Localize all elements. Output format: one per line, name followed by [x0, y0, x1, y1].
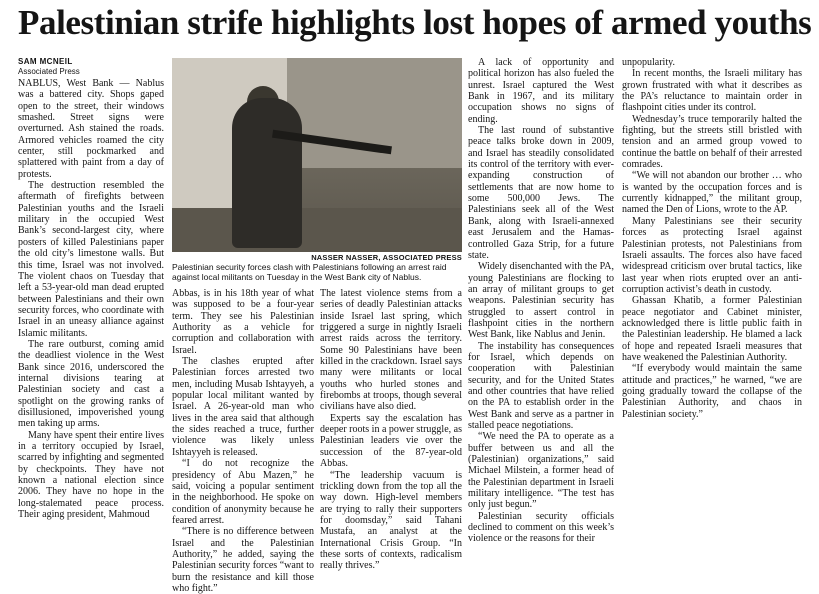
paragraph: Abbas, is in his 18th year of what was supposed to be a four-year term. They see his Palestinian Authority as a vehicle for corruption and collaboration with Israel.	[172, 288, 314, 356]
column-4	[468, 57, 614, 545]
paragraph: The last round of substantive peace talks broke down in 2009, and Israel has steadily consolidated its control of the territory with ever-expanding construction of settlements that are now home to some 500,000 Jews. The Palestinians seek all of the West Bank, along with Israeli-annexed east Jerusalem and the Hamas-controlled Gaza Strip, for a future state.	[468, 125, 614, 261]
paragraph: Experts say the escalation has deeper roots in a power struggle, as Palestinian leaders vie over the succession of the 87-year-old Abbas.	[320, 412, 462, 470]
column-1	[18, 78, 164, 534]
paragraph: Widely disenchanted with the PA, young Palestinians are flocking to an array of militant groups to get weapons. Palestinian security has struggled to assert control in flashpoint cities in the northern West Bank, like Nablus and Jenin.	[468, 261, 614, 341]
paragraph: The latest violence stems from a series of deadly Palestinian attacks inside Israel last spring, which triggered a surge in nightly Israeli arrest raids across the territory. Some 90 Palestinians have been killed in the crackdown. Israel says many were militants or local youths who hurled stones and firebombs at troops, though several civilians have also died.	[320, 288, 462, 413]
paragraph: Wednesday’s truce temporarily halted the fighting, but the streets still bristled with tension and an armed group vowed to continue the battle on behalf of their arrested comrades.	[622, 113, 802, 171]
paragraph: “I do not recognize the presidency of Abu Mazen,” he said, voicing a popular sentiment in the neighborhood. He spoke on condition of anonymity because he feared arrest.	[172, 458, 314, 526]
paragraph: In recent months, the Israeli military has grown frustrated with what it describes as the PA’s reluctance to maintain order in flashpoint cities under its control.	[622, 68, 802, 114]
paragraph: NABLUS, West Bank — Nablus was a battered city. Shops gaped open to the street, their windows smashed. Street signs were overturned. Ash stained the roads. Armored vehicles roamed the city center, still pockmarked and splattered with paint from a day of protests.	[18, 78, 164, 180]
paragraph: The instability has consequences for Israel, which depends on cooperation with Palestinian security, and for the United States and other countries that have relied on the PA to establish order in the West Bank and serve as a partner in stalled peace negotiations.	[468, 340, 614, 431]
column-3	[320, 288, 462, 572]
news-photo	[172, 58, 462, 252]
paragraph: Many Palestinians see their security forces as protecting Israel against Palestinian protests, not Palestinians from Israeli assaults. The forces also have faced widespread criticism over brutal tactics, like last year when riots erupted over an anti-corruption activist’s death in custody.	[622, 215, 802, 295]
byline-name: SAM MCNEIL	[18, 57, 73, 66]
paragraph: Ghassan Khatib, a former Palestinian peace negotiator and Cabinet minister, acknowledged there is little public faith in the Palestinian leadership. He blamed a lack of hope and repeated Israeli measures that have weakened the Palestinian Authority.	[622, 295, 802, 363]
paragraph: unpopularity.	[622, 57, 675, 68]
paragraph: Many have spent their entire lives in a territory occupied by Israel, scarred by infighting and segmented by checkpoints. They have not known a national election since 2006. They have no hope in the long-stalemated peace process. Their aging president, Mahmoud	[18, 429, 164, 521]
photo-caption: Palestinian security forces clash with Palestinians following an arrest raid against local militants on Tuesday in the West Bank city of Nablus.	[172, 262, 447, 283]
byline	[18, 57, 80, 77]
headline: Palestinian strife highlights lost hopes of armed youths	[18, 3, 812, 42]
paragraph: “We will not abandon our brother … who is wanted by the occupation forces and is currently kidnapped,” the militant group, named the Den of Lions, wrote to the AP.	[622, 170, 802, 216]
paragraph: The destruction resembled the aftermath of firefights between Palestinian youths and the Israeli military in the occupied West Bank’s second-largest city, where posters of killed Palestinians paper the old city’s limestone walls. But this time, Israel was not involved. The violent chaos on Tuesday that left a 53-year-old man dead erupted between Palestinians and their own security forces, who coordinate with Israel in an uneasy alliance against Islamic militants.	[18, 180, 164, 339]
byline-agency: Associated Press	[18, 67, 80, 76]
column-2	[172, 288, 314, 594]
paragraph: Palestinian security officials declined to comment on this week’s violence or the reasons for their	[468, 510, 614, 545]
paragraph: “There is no difference between Israel and the Palestinian Authority,” he added, saying the Palestinian security forces “want to burn the resistance and kill those who fight.”	[172, 526, 314, 594]
column-5	[622, 57, 802, 534]
photo-credit: NASSER NASSER, ASSOCIATED PRESS	[311, 253, 462, 262]
paragraph: The clashes erupted after Palestinian forces arrested two men, including Musab Ishtayyeh, a popular local militant wanted by Israel. A 26-year-old man who lives in the area said that although the sides reached a truce, further violence was likely unless Ishtayyeh is released.	[172, 356, 314, 458]
paragraph: The rare outburst, coming amid the deadliest violence in the West Bank since 2016, underscored the internal divisions tearing at Palestinian society and cast a spotlight on the growing ranks of disillusioned, impoverished young men taking up arms.	[18, 338, 164, 430]
paragraph: “The leadership vacuum is trickling down from the top all the way down. High-level members are trying to rally their supporters for doomsday,” said Tahani Mustafa, an analyst at the International Crisis Group. “In these sorts of contexts, radicalism really thrives.”	[320, 469, 462, 572]
paragraph: “We need the PA to operate as a buffer between us and all the (Palestinian) organizations,” said Michael Milstein, a former head of the Palestinian department in Israeli military intelligence. “The test has only just begun.”	[468, 431, 614, 511]
paragraph: A lack of opportunity and political horizon has also fueled the unrest. Israel captured the West Bank in 1967, and its military occupation shows no signs of ending.	[468, 57, 614, 125]
paragraph: “If everybody would maintain the same attitude and practices,” he warned, “we are going gradually toward the collapse of the Palestinian Authority, and chaos in Palestinian society.”	[622, 363, 802, 420]
